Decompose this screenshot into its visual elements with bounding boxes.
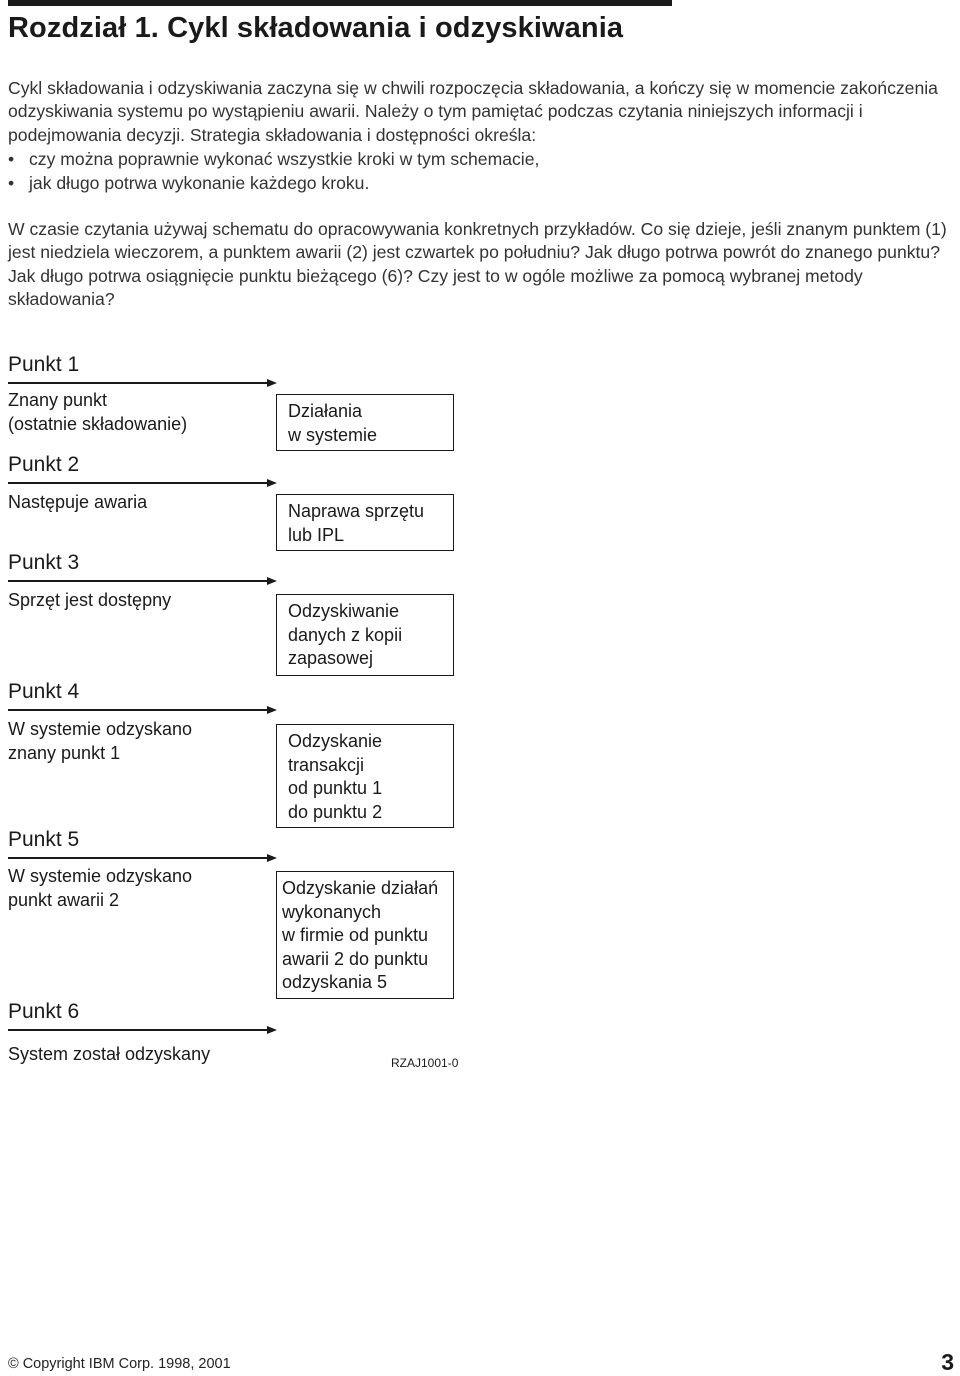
action-box-2: Naprawa sprzętu lub IPL — [276, 494, 454, 551]
action-box-4: Odzyskanie transakcji od punktu 1 do punktu 2 — [276, 724, 454, 828]
figure-id: RZAJ1001-0 — [391, 1056, 459, 1070]
bullet-list — [8, 147, 539, 195]
header-rule — [8, 0, 672, 6]
page-number: 3 — [941, 1349, 954, 1375]
point-4-description: W systemie odzyskano znany punkt 1 — [8, 719, 193, 763]
point-2-description: Następuje awaria — [8, 492, 148, 512]
chapter-title: Rozdział 1. Cykl składowania i odzyskiwania — [8, 12, 624, 44]
point-6-title: Punkt 6 — [8, 1000, 80, 1023]
arrow-head-icon — [267, 577, 277, 585]
arrow-head-icon — [267, 1026, 277, 1034]
point-1-title: Punkt 1 — [8, 353, 80, 376]
recovery-cycle-diagram — [0, 345, 960, 1085]
copyright: © Copyright IBM Corp. 1998, 2001 — [8, 1356, 231, 1372]
point-5-description: W systemie odzyskano punkt awarii 2 — [8, 866, 193, 910]
point-1-arrow — [8, 379, 276, 388]
point-3-title: Punkt 3 — [8, 551, 80, 574]
point-5-title: Punkt 5 — [8, 828, 80, 851]
point-3-arrow — [8, 577, 276, 586]
point-2-title: Punkt 2 — [8, 453, 80, 476]
bullet-item: • jak długo potrwa wykonanie każdego kroku. — [8, 171, 539, 195]
arrow-head-icon — [267, 479, 277, 487]
point-6-arrow — [8, 1026, 276, 1035]
arrow-head-icon — [267, 854, 277, 862]
point-4-arrow — [8, 706, 276, 715]
examples-paragraph: W czasie czytania używaj schematu do opracowywania konkretnych przykładów. Co się dzieje, jeśli znanym punktem (1) jest niedziela wieczorem, a punktem awarii (2) jest czwartek po południu? Jak długo potrwa powrót do znanego punktu? Jak długo potrwa osiągnięcie punktu bieżącego (6)? Czy jest to w ogóle możliwe za pomocą wybranej metody składowania? — [8, 219, 947, 309]
point-4-title: Punkt 4 — [8, 680, 80, 703]
point-2-arrow — [8, 479, 276, 488]
arrow-head-icon — [267, 379, 277, 387]
action-box-5: Odzyskanie działań wykonanych w firmie od punktu awarii 2 do punktu odzyskania 5 — [276, 871, 454, 999]
action-box-3: Odzyskiwanie danych z kopii zapasowej — [276, 594, 454, 676]
bullet-item: • czy można poprawnie wykonać wszystkie kroki w tym schemacie, — [8, 147, 539, 171]
point-6-description: System został odzyskany — [8, 1044, 211, 1064]
point-1-description: Znany punkt (ostatnie składowanie) — [8, 390, 188, 434]
point-3-description: Sprzęt jest dostępny — [8, 590, 172, 610]
intro-paragraph: Cykl składowania i odzyskiwania zaczyna się w chwili rozpoczęcia składowania, a kończy się w momencie zakończenia odzyskiwania systemu po wystąpieniu awarii. Należy o tym pamiętać podczas czytania niniejszych informacji i podejmowania decyzji. Strategia składowania i dostępności określa: — [8, 78, 938, 145]
point-5-arrow — [8, 854, 276, 863]
arrow-head-icon — [267, 706, 277, 714]
action-box-1: Działania w systemie — [276, 394, 454, 451]
